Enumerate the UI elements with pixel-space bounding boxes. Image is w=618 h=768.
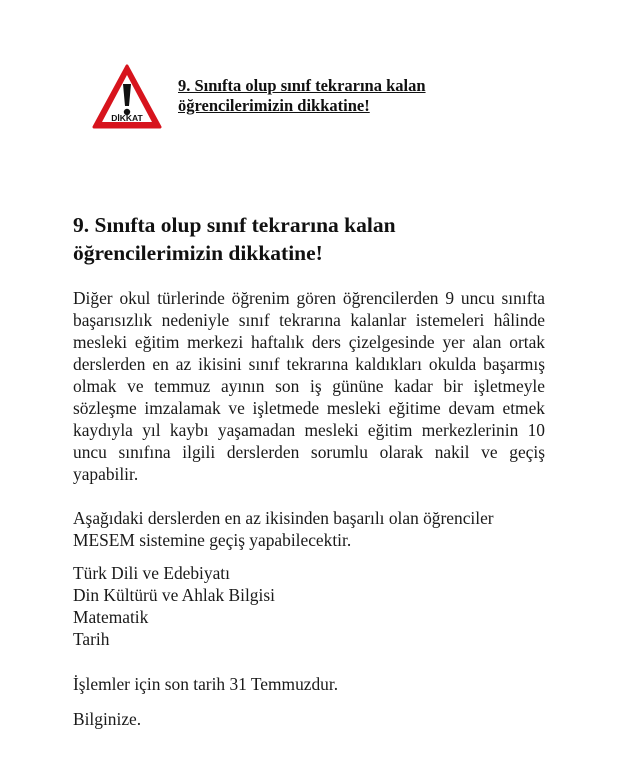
banner-title-line1: 9. Sınıfta olup sınıf tekrarına kalan	[178, 76, 426, 95]
page-title	[73, 211, 553, 267]
deadline-text: İşlemler için son tarih 31 Temmuzdur.	[73, 674, 339, 694]
banner-title	[178, 76, 508, 116]
page-title-line2: öğrencilerimizin dikkatine!	[73, 241, 323, 265]
header-banner	[92, 64, 532, 134]
course-list	[73, 562, 275, 650]
course-item: Din Kültürü ve Ahlak Bilgisi	[73, 585, 275, 605]
course-item: Matematik	[73, 607, 149, 627]
intro-paragraph: Diğer okul türlerinde öğrenim gören öğrencilerden 9 uncu sınıfta başarısızlık nedeniyle sınıf tekrarına kalanlar istemeleri hâlinde mesleki eğitim merkezi haftalık ders çizelgesinde yer alan ortak derslerden en az ikisini sınıf tekrarına kaldıkları okulda başarmış olmak ve temmuz ayının son iş gününe kadar bir işletmeyle sözleşme imzalamak ve işletmede mesleki eğitime devam etmek kaydıyla yıl kaybı yaşamadan mesleki eğitim merkezlerinin 10 uncu sınıfına ilgili derslerden sorumlu olarak nakil ve geçiş yapabilir.	[73, 288, 545, 484]
closing-text: Bilginize.	[73, 709, 142, 729]
course-item: Tarih	[73, 629, 110, 649]
course-item: Türk Dili ve Edebiyatı	[73, 563, 230, 583]
warning-triangle-icon	[92, 64, 162, 130]
warning-icon-label: DİKKAT	[111, 113, 143, 123]
requirement-paragraph: Aşağıdaki derslerden en az ikisinden başarılı olan öğrenciler MESEM sistemine geçiş yapabilecektir.	[73, 508, 494, 550]
banner-title-line2: öğrencilerimizin dikkatine!	[178, 96, 370, 115]
page-title-line1: 9. Sınıfta olup sınıf tekrarına kalan	[73, 213, 396, 237]
